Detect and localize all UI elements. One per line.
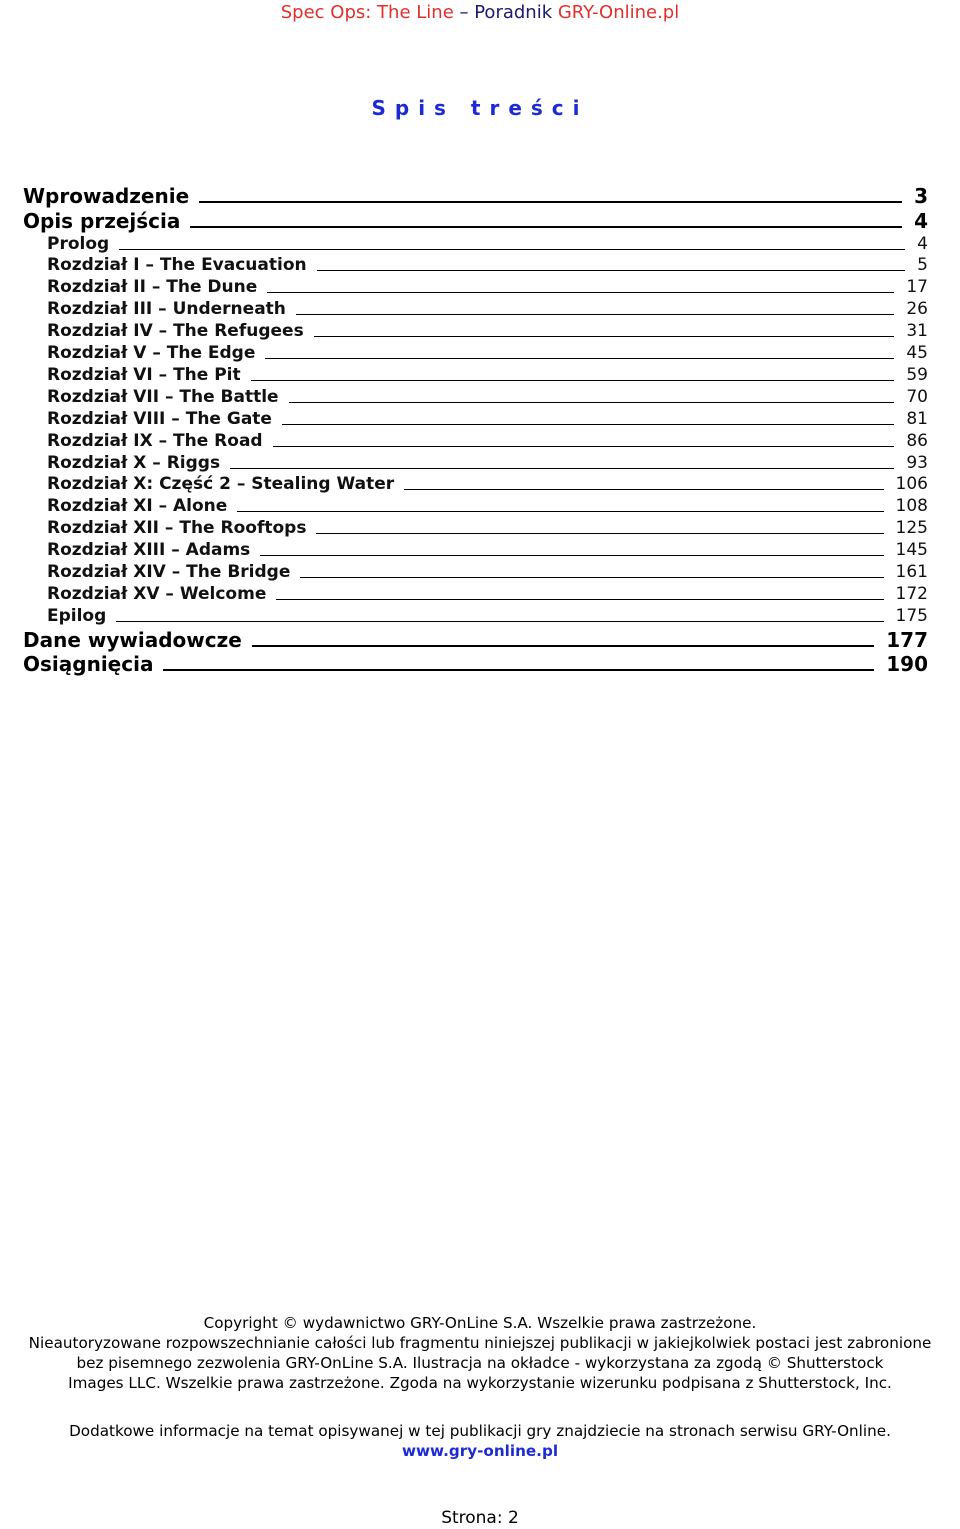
toc-entry-label: Rozdział VI – The Pit <box>47 364 241 385</box>
toc-entry[interactable] <box>47 233 928 255</box>
toc-entry-page: 5 <box>917 255 928 276</box>
toc-entry-page: 172 <box>895 583 928 604</box>
header-dash: – <box>453 2 475 23</box>
footer-legal-line-2: bez pisemnego zezwolenia GRY-OnLine S.A. Ilustracja na okładce - wykorzystana za zgodą © Shutterstock <box>76 1354 884 1372</box>
page-number: Strona: 2 <box>441 1508 519 1528</box>
toc-leader-line <box>267 291 894 293</box>
toc-entry-label: Rozdział IV – The Refugees <box>47 321 304 342</box>
toc-entry-page: 4 <box>917 233 928 254</box>
toc-leader-line <box>276 598 883 600</box>
website-link[interactable]: www.gry-online.pl <box>401 1442 559 1460</box>
toc-entry-page: 59 <box>906 364 928 385</box>
copyright-footer <box>0 1313 960 1461</box>
toc-entry-label: Rozdział XIII – Adams <box>47 540 251 561</box>
toc-entry-page: 145 <box>895 540 928 561</box>
toc-entry[interactable] <box>47 320 928 342</box>
toc-entry[interactable] <box>47 408 928 430</box>
toc-entry-label: Rozdział XIV – The Bridge <box>47 562 291 582</box>
toc-leader-line <box>273 445 895 447</box>
toc-entry[interactable] <box>47 605 928 627</box>
toc-entry-label: Rozdział IX – The Road <box>47 430 263 451</box>
toc-entry-page: 125 <box>895 518 928 539</box>
toc-entry-label: Rozdział XII – The Rooftops <box>47 518 307 539</box>
toc-entry[interactable] <box>47 430 928 452</box>
toc-entry-page: 70 <box>906 386 928 407</box>
header-game-title: Spec Ops: The Line <box>280 2 454 23</box>
toc-entry[interactable] <box>47 386 928 408</box>
toc-entry-page: 3 <box>914 184 928 208</box>
toc-leader-line <box>317 269 906 271</box>
toc-entry-label: Dane wywiadowcze <box>23 627 242 652</box>
toc-leader-line <box>314 335 895 337</box>
toc-entry-label: Prolog <box>47 233 110 254</box>
header-guide-label: Poradnik <box>474 2 553 23</box>
toc-entry-page: 93 <box>906 452 928 473</box>
toc-entry-page: 175 <box>895 605 928 626</box>
toc-entry-page: 17 <box>906 277 928 298</box>
toc-entry-label: Rozdział II – The Dune <box>47 277 258 298</box>
footer-info-line: Dodatkowe informacje na temat opisywanej w tej publikacji gry znajdziecie na stronach serwisu GRY-Online. <box>69 1422 891 1440</box>
toc-entry-label: Rozdział VII – The Battle <box>47 386 279 407</box>
toc-entry[interactable] <box>47 342 928 364</box>
toc-entry[interactable] <box>47 495 928 517</box>
toc-leader-line <box>230 467 894 469</box>
toc-entry-page: 108 <box>895 496 928 517</box>
toc-leader-line <box>296 313 894 315</box>
toc-leader-line <box>252 644 874 647</box>
toc-leader-line <box>282 423 894 425</box>
toc-entry-label: Rozdział III – Underneath <box>47 299 286 320</box>
toc-entry[interactable] <box>23 184 928 209</box>
toc-entry-label: Rozdział VIII – The Gate <box>47 408 272 429</box>
toc-leader-line <box>199 200 902 203</box>
toc-entry-label: Epilog <box>47 605 107 626</box>
footer-legal-line-1: Nieautoryzowane rozpowszechnianie całości lub fragmentu niniejszej publikacji w jakiejkolwiek postaci jest zabronione <box>28 1334 932 1352</box>
toc-entry[interactable] <box>47 364 928 386</box>
toc-entry[interactable] <box>47 583 928 605</box>
toc-leader-line <box>404 488 883 490</box>
toc-leader-line <box>260 554 883 556</box>
toc-leader-line <box>237 510 883 512</box>
toc-entry[interactable] <box>47 517 928 539</box>
footer-legal-line-3: Images LLC. Wszelkie prawa zastrzeżone. Zgoda na wykorzystanie wizerunku podpisana z Shutterstock, Inc. <box>68 1374 892 1392</box>
toc-entry-page: 26 <box>906 299 928 320</box>
toc-entry[interactable] <box>47 298 928 320</box>
toc-leader-line <box>265 357 894 359</box>
toc-entry-page: 190 <box>886 652 928 677</box>
toc-entry-label: Opis przejścia <box>23 208 181 233</box>
toc-entry-page: 86 <box>906 430 928 451</box>
toc-entry-label: Rozdział XI – Alone <box>47 496 228 517</box>
toc-entry[interactable] <box>47 452 928 474</box>
toc-entry[interactable] <box>47 254 928 276</box>
toc-leader-line <box>300 576 883 578</box>
toc-entry-label: Wprowadzenie <box>23 184 190 208</box>
toc-entry[interactable] <box>47 473 928 495</box>
header-site-name: GRY-Online.pl <box>552 2 680 23</box>
toc-entry[interactable] <box>47 561 928 583</box>
toc-entry-label: Rozdział X – Riggs <box>47 452 221 473</box>
toc-leader-line <box>251 379 895 381</box>
toc-entry-page: 45 <box>906 343 928 363</box>
page-title: Spis treści <box>371 96 589 120</box>
toc-entry-label: Rozdział V – The Edge <box>47 343 256 363</box>
toc-leader-line <box>289 401 895 403</box>
page-header <box>0 0 960 26</box>
toc-entry-page: 31 <box>906 321 928 342</box>
toc-leader-line <box>116 620 883 622</box>
toc-entry-page: 81 <box>906 408 928 429</box>
toc-leader-line <box>316 532 883 534</box>
toc-entry-page: 4 <box>914 208 928 233</box>
toc-leader-line <box>163 668 874 671</box>
toc-entry[interactable] <box>23 209 928 234</box>
toc-entry-label: Rozdział I – The Evacuation <box>47 255 307 276</box>
footer-copyright-line: Copyright © wydawnictwo GRY-OnLine S.A. Wszelkie prawa zastrzeżone. <box>203 1314 757 1332</box>
toc-entry-label: Osiągnięcia <box>23 652 154 677</box>
toc-leader-line <box>119 248 905 250</box>
toc-entry-page: 177 <box>886 627 928 652</box>
toc-entry[interactable] <box>23 652 928 677</box>
toc-entry-page: 106 <box>895 474 928 495</box>
toc-entry[interactable] <box>47 276 928 298</box>
toc-entry[interactable] <box>47 539 928 561</box>
toc-entry-page: 161 <box>895 562 928 582</box>
toc-leader-line <box>190 225 902 228</box>
toc-entry-label: Rozdział X: Część 2 – Stealing Water <box>47 474 395 495</box>
toc-entry-label: Rozdział XV – Welcome <box>47 583 267 604</box>
toc-entry[interactable] <box>23 628 928 653</box>
